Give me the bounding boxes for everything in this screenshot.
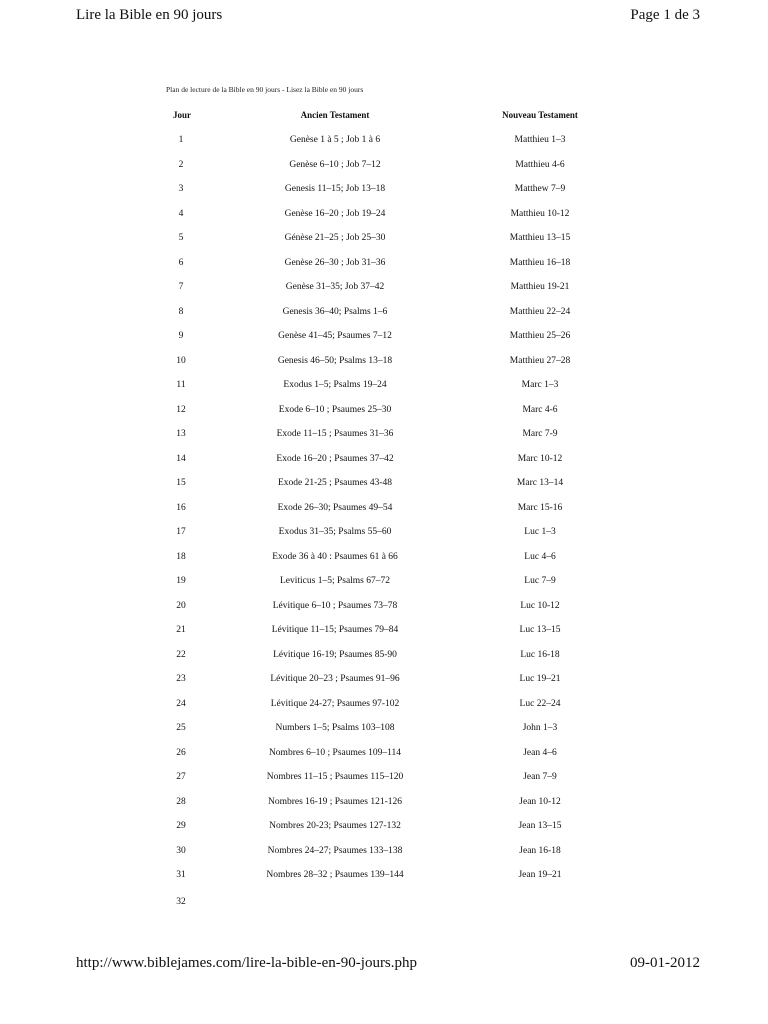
- day-cell: 10: [176, 355, 186, 366]
- old-testament-cell: Nombres 11–15 ; Psaumes 115–120: [266, 772, 404, 782]
- table-caption: Plan de lecture de la Bible en 90 jours - Lisez la Bible en 90 jours: [166, 85, 364, 94]
- day-cell: 18: [176, 551, 186, 562]
- new-testament-cell: Jean 16-18: [519, 845, 561, 856]
- old-testament-cell: Exode 36 à 40 : Psaumes 61 à 66: [272, 551, 398, 562]
- table-row: [0, 576, 768, 601]
- day-cell: 21: [176, 625, 186, 635]
- day-cell: 4: [178, 208, 184, 219]
- old-testament-cell: Nombres 28–32 ; Psaumes 139–144: [266, 870, 404, 880]
- old-testament-cell: Exode 16–20 ; Psaumes 37–42: [276, 453, 394, 464]
- new-testament-cell: Jean 4–6: [523, 747, 557, 758]
- old-testament-cell: Lévitique 24-27; Psaumes 97-102: [270, 698, 400, 709]
- header-ancien-testament: Ancien Testament: [300, 110, 370, 120]
- table-row: [0, 331, 768, 356]
- table-row: [0, 258, 768, 283]
- day-cell: 7: [178, 282, 184, 292]
- old-testament-cell: Numbers 1–5; Psalms 103–108: [275, 723, 395, 733]
- table-row: [0, 846, 768, 871]
- old-testament-cell: Nombres 16-19 ; Psaumes 121-126: [267, 796, 403, 807]
- table-row: [0, 380, 768, 405]
- old-testament-cell: Exodus 1–5; Psalms 19–24: [283, 380, 387, 390]
- day-cell: 20: [176, 600, 186, 611]
- table-header-row: [0, 110, 768, 124]
- table-row: [0, 625, 768, 650]
- old-testament-cell: Genèse 41–45; Psaumes 7–12: [278, 331, 392, 341]
- table-row: [0, 429, 768, 454]
- old-testament-cell: Lévitique 16-19; Psaumes 85-90: [273, 649, 397, 660]
- document-title: Lire la Bible en 90 jours: [76, 7, 223, 23]
- old-testament-cell: Genesis 46–50; Psalms 13–18: [277, 355, 393, 366]
- table-row: [0, 870, 768, 895]
- day-cell: 14: [176, 453, 186, 464]
- table-row: [0, 184, 768, 209]
- new-testament-cell: Marc 15-16: [517, 502, 563, 513]
- page-header: [76, 7, 700, 24]
- new-testament-cell: Jean 10-12: [519, 796, 561, 807]
- day-cell: 13: [176, 429, 186, 439]
- new-testament-cell: Matthieu 10-12: [510, 208, 570, 219]
- old-testament-cell: Exode 21-25 ; Psaumes 43-48: [278, 478, 392, 488]
- old-testament-cell: Leviticus 1–5; Psalms 67–72: [279, 576, 391, 586]
- table-row: [0, 503, 768, 528]
- day-cell: 5: [178, 233, 184, 243]
- table-row: [0, 405, 768, 430]
- old-testament-cell: Lévitique 11–15; Psaumes 79–84: [271, 625, 399, 635]
- table-row: [0, 282, 768, 307]
- print-date: 09-01-2012: [630, 955, 700, 971]
- new-testament-cell: Jean 7–9: [523, 772, 557, 782]
- table-row: [0, 674, 768, 699]
- day-cell: 25: [176, 723, 186, 733]
- table-row: [0, 160, 768, 185]
- day-cell: 26: [176, 747, 186, 758]
- table-row: [0, 772, 768, 797]
- day-cell: 15: [176, 478, 186, 488]
- old-testament-cell: Genèse 1 à 5 ; Job 1 à 6: [289, 135, 381, 145]
- table-row: [0, 699, 768, 724]
- day-cell: 16: [176, 502, 186, 513]
- new-testament-cell: Matthieu 27–28: [509, 355, 571, 366]
- day-cell: 23: [176, 674, 186, 684]
- day-cell: 28: [176, 796, 186, 807]
- new-testament-cell: Marc 10-12: [517, 453, 563, 464]
- new-testament-cell: Luc 1–3: [524, 527, 556, 537]
- new-testament-cell: Luc 7–9: [524, 576, 556, 586]
- old-testament-cell: Genèse 16–20 ; Job 19–24: [284, 208, 386, 219]
- new-testament-cell: Jean 13–15: [518, 821, 562, 831]
- table-row: [0, 233, 768, 258]
- new-testament-cell: Marc 7-9: [522, 429, 558, 439]
- day-cell: 8: [178, 306, 184, 317]
- new-testament-cell: Matthieu 16–18: [509, 257, 571, 268]
- header-nouveau-testament: Nouveau Testament: [502, 110, 578, 120]
- new-testament-cell: Matthieu 22–24: [509, 306, 571, 317]
- new-testament-cell: Matthieu 1–3: [514, 135, 566, 145]
- source-url: http://www.biblejames.com/lire-la-bible-en-90-jours.php: [76, 955, 418, 971]
- table-row: [0, 797, 768, 822]
- day-cell: 22: [176, 649, 186, 660]
- table-row: [0, 748, 768, 773]
- day-cell: 19: [176, 576, 186, 586]
- table-row: [0, 209, 768, 234]
- day-cell: 11: [176, 380, 186, 390]
- old-testament-cell: Genesis 11–15; Job 13–18: [284, 184, 386, 194]
- old-testament-cell: Exodus 31–35; Psalms 55–60: [278, 527, 392, 537]
- day-cell: 1: [178, 135, 184, 145]
- table-row: [0, 527, 768, 552]
- table-row: [0, 821, 768, 846]
- new-testament-cell: Jean 19–21: [518, 870, 562, 880]
- table-row: [0, 601, 768, 626]
- day-cell: 31: [176, 870, 186, 880]
- partial-row-jour: 32: [176, 897, 186, 905]
- old-testament-cell: Exode 26–30; Psaumes 49–54: [277, 502, 393, 513]
- old-testament-cell: Genèse 6–10 ; Job 7–12: [289, 159, 381, 170]
- day-cell: 2: [178, 159, 184, 170]
- new-testament-cell: Luc 16-18: [520, 649, 560, 660]
- old-testament-cell: Exode 11–15 ; Psaumes 31–36: [276, 429, 394, 439]
- new-testament-cell: Marc 4-6: [522, 404, 558, 415]
- new-testament-cell: Luc 19–21: [519, 674, 561, 684]
- old-testament-cell: Nombres 24–27; Psaumes 133–138: [267, 845, 403, 856]
- new-testament-cell: Luc 10-12: [520, 600, 560, 611]
- table-row: [0, 307, 768, 332]
- old-testament-cell: Genèse 31–35; Job 37–42: [285, 282, 385, 292]
- table-row: [0, 650, 768, 675]
- old-testament-cell: Genesis 36–40; Psalms 1–6: [282, 306, 388, 317]
- new-testament-cell: Matthieu 13–15: [509, 233, 571, 243]
- header-jour: Jour: [173, 110, 191, 120]
- table-row: [0, 135, 768, 160]
- day-cell: 17: [176, 527, 186, 537]
- new-testament-cell: Marc 13–14: [516, 478, 564, 488]
- new-testament-cell: Luc 4–6: [524, 551, 556, 562]
- table-row: [0, 552, 768, 577]
- new-testament-cell: Luc 22–24: [519, 698, 561, 709]
- day-cell: 12: [176, 404, 186, 415]
- day-cell: 30: [176, 845, 186, 856]
- table-row: [0, 723, 768, 748]
- new-testament-cell: Luc 13–15: [519, 625, 561, 635]
- old-testament-cell: Nombres 6–10 ; Psaumes 109–114: [268, 747, 402, 758]
- page-footer: [76, 955, 700, 972]
- old-testament-cell: Génèse 21–25 ; Job 25–30: [284, 233, 386, 243]
- new-testament-cell: Matthew 7–9: [514, 184, 566, 194]
- table-row: [0, 454, 768, 479]
- old-testament-cell: Lévitique 6–10 ; Psaumes 73–78: [272, 600, 398, 611]
- old-testament-cell: Lévitique 20–23 ; Psaumes 91–96: [270, 674, 400, 684]
- old-testament-cell: Exode 6–10 ; Psaumes 25–30: [278, 404, 392, 415]
- table-row: [0, 356, 768, 381]
- new-testament-cell: Matthieu 4-6: [515, 159, 565, 170]
- day-cell: 3: [178, 184, 184, 194]
- new-testament-cell: Matthieu 19-21: [510, 282, 570, 292]
- old-testament-cell: Genèse 26–30 ; Job 31–36: [284, 257, 386, 268]
- day-cell: 27: [176, 772, 186, 782]
- day-cell: 29: [176, 821, 186, 831]
- day-cell: 24: [176, 698, 186, 709]
- old-testament-cell: Nombres 20-23; Psaumes 127-132: [269, 821, 401, 831]
- new-testament-cell: Matthieu 25–26: [509, 331, 571, 341]
- new-testament-cell: John 1–3: [522, 723, 558, 733]
- new-testament-cell: Marc 1–3: [521, 380, 559, 390]
- reading-plan-table: [0, 135, 768, 895]
- day-cell: 9: [178, 331, 184, 341]
- day-cell: 6: [178, 257, 184, 268]
- page-number: Page 1 de 3: [630, 7, 700, 23]
- table-row: [0, 478, 768, 503]
